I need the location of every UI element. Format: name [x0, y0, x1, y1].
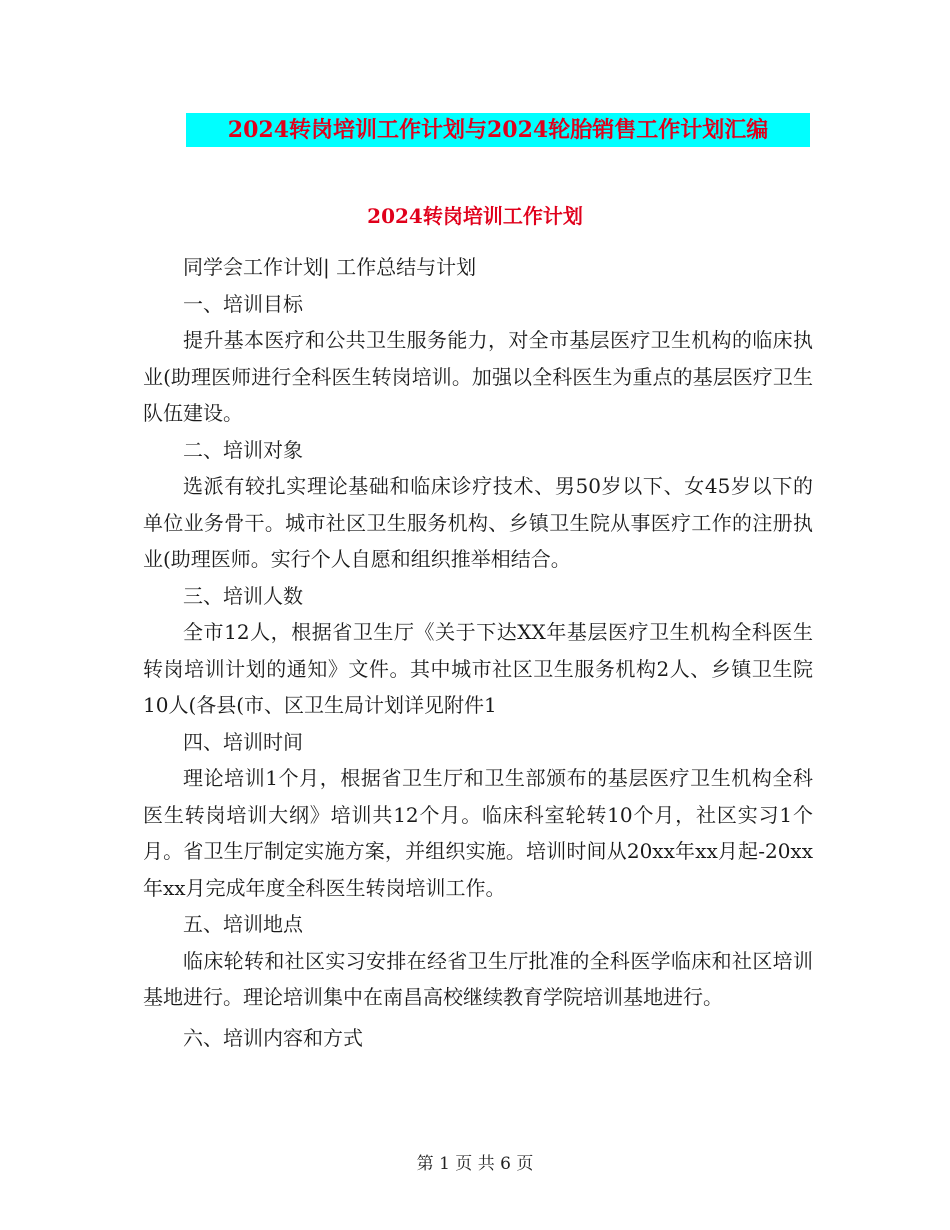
- heading-training-goal: 一、培训目标: [183, 291, 303, 316]
- heading-training-time: 四、培训时间: [183, 729, 303, 754]
- document-main-title: 2024转岗培训工作计划与2024轮胎销售工作计划汇编: [186, 113, 810, 147]
- heading-training-content: 六、培训内容和方式: [183, 1025, 363, 1050]
- paragraph-training-target: 选派有较扎实理论基础和临床诊疗技术、男50岁以下、女45岁以下的单位业务骨干。城市社区卫生服务机构、乡镇卫生院从事医疗工作的注册执业(助理医师。实行个人自愿和组织推举相结合。: [143, 474, 813, 571]
- paragraph-intro: 同学会工作计划| 工作总结与计划: [183, 255, 477, 279]
- paragraph-training-time: 理论培训1个月，根据省卫生厅和卫生部颁布的基层医疗卫生机构全科医生转岗培训大纲》培训共12个月。临床科室轮转10个月，社区实习1个月。省卫生厅制定实施方案，并组织实施。培训时间从20xx年xx月起-20xx年xx月完成年度全科医生转岗培训工作。: [143, 766, 813, 900]
- paragraph-training-count: 全市12人，根据省卫生厅《关于下达XX年基层医疗卫生机构全科医生转岗培训计划的通知》文件。其中城市社区卫生服务机构2人、乡镇卫生院10人(各县(市、区卫生局计划详见附件1: [143, 620, 813, 717]
- heading-training-location: 五、培训地点: [183, 912, 303, 936]
- heading-training-target: 二、培训对象: [183, 437, 303, 462]
- page-footer: 第 1 页 共 6 页: [416, 1154, 534, 1174]
- document-body: [143, 249, 813, 1056]
- document-sub-title: 2024转岗培训工作计划: [367, 204, 583, 228]
- paragraph-training-location: 临床轮转和社区实习安排在经省卫生厅批准的全科医学临床和社区培训基地进行。理论培训集中在南昌高校继续教育学院培训基地进行。: [143, 948, 813, 1009]
- heading-training-count: 三、培训人数: [183, 583, 303, 608]
- paragraph-training-goal: 提升基本医疗和公共卫生服务能力，对全市基层医疗卫生机构的临床执业(助理医师进行全科医生转岗培训。加强以全科医生为重点的基层医疗卫生队伍建设。: [143, 328, 813, 425]
